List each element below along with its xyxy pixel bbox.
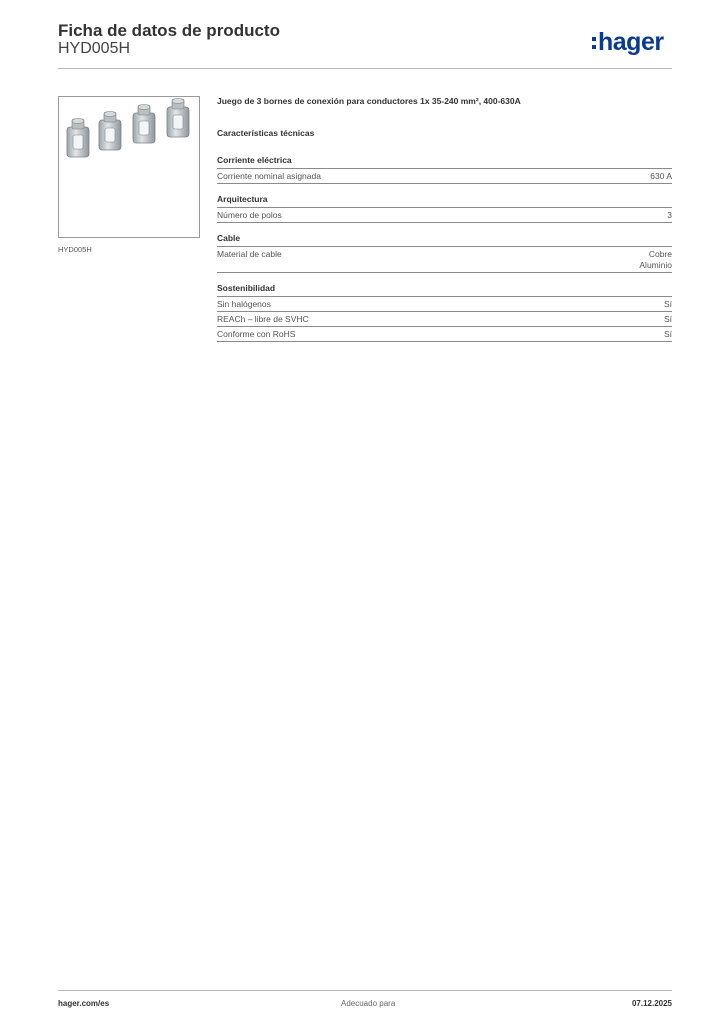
section-corriente (217, 155, 672, 184)
table-row (217, 327, 672, 342)
section-title: Corriente eléctrica (217, 155, 672, 169)
row-value: 630 A (650, 171, 672, 181)
table-row (217, 297, 672, 312)
tech-heading: Características técnicas (217, 128, 315, 138)
row-value: Sí (663, 329, 672, 339)
page-title: Ficha de datos de producto (58, 21, 280, 40)
row-value: Cobre Aluminio (639, 249, 672, 270)
section-cable (217, 233, 672, 273)
footer-website-link[interactable]: hager.com/es (58, 999, 110, 1008)
section-title: Cable (217, 233, 672, 247)
product-image-frame (58, 96, 200, 238)
logo-text: hager (598, 28, 664, 56)
terminal-clamps-image (59, 97, 199, 237)
header-divider (58, 68, 672, 69)
section-title: Sostenibilidad (217, 283, 672, 297)
image-caption: HYD005H (58, 245, 92, 254)
row-value: Sí (663, 299, 672, 309)
footer-date: 07.12.2025 (631, 999, 672, 1008)
table-row (217, 312, 672, 327)
row-label: Material de cable (217, 249, 282, 259)
table-row (217, 247, 672, 273)
product-description: Juego de 3 bornes de conexión para conductores 1x 35-240 mm², 400-630A (217, 96, 521, 106)
section-title: Arquitectura (217, 194, 672, 208)
footer-note: Adecuado para (341, 999, 396, 1008)
footer-divider (58, 990, 672, 991)
row-label: REACh – libre de SVHC (217, 314, 309, 324)
row-label: Conforme con RoHS (217, 329, 296, 339)
row-value: 3 (667, 210, 672, 220)
logo-dots-icon (592, 35, 596, 51)
table-row (217, 169, 672, 184)
row-label: Número de polos (217, 210, 282, 220)
section-arquitectura (217, 194, 672, 223)
product-details (217, 96, 672, 352)
row-label: Corriente nominal asignada (217, 171, 321, 181)
row-label: Sin halógenos (217, 299, 271, 309)
table-row (217, 208, 672, 223)
section-sostenibilidad (217, 283, 672, 342)
row-value: Sí (663, 314, 672, 324)
product-code: HYD005H (58, 40, 131, 57)
hager-logo (592, 28, 664, 57)
